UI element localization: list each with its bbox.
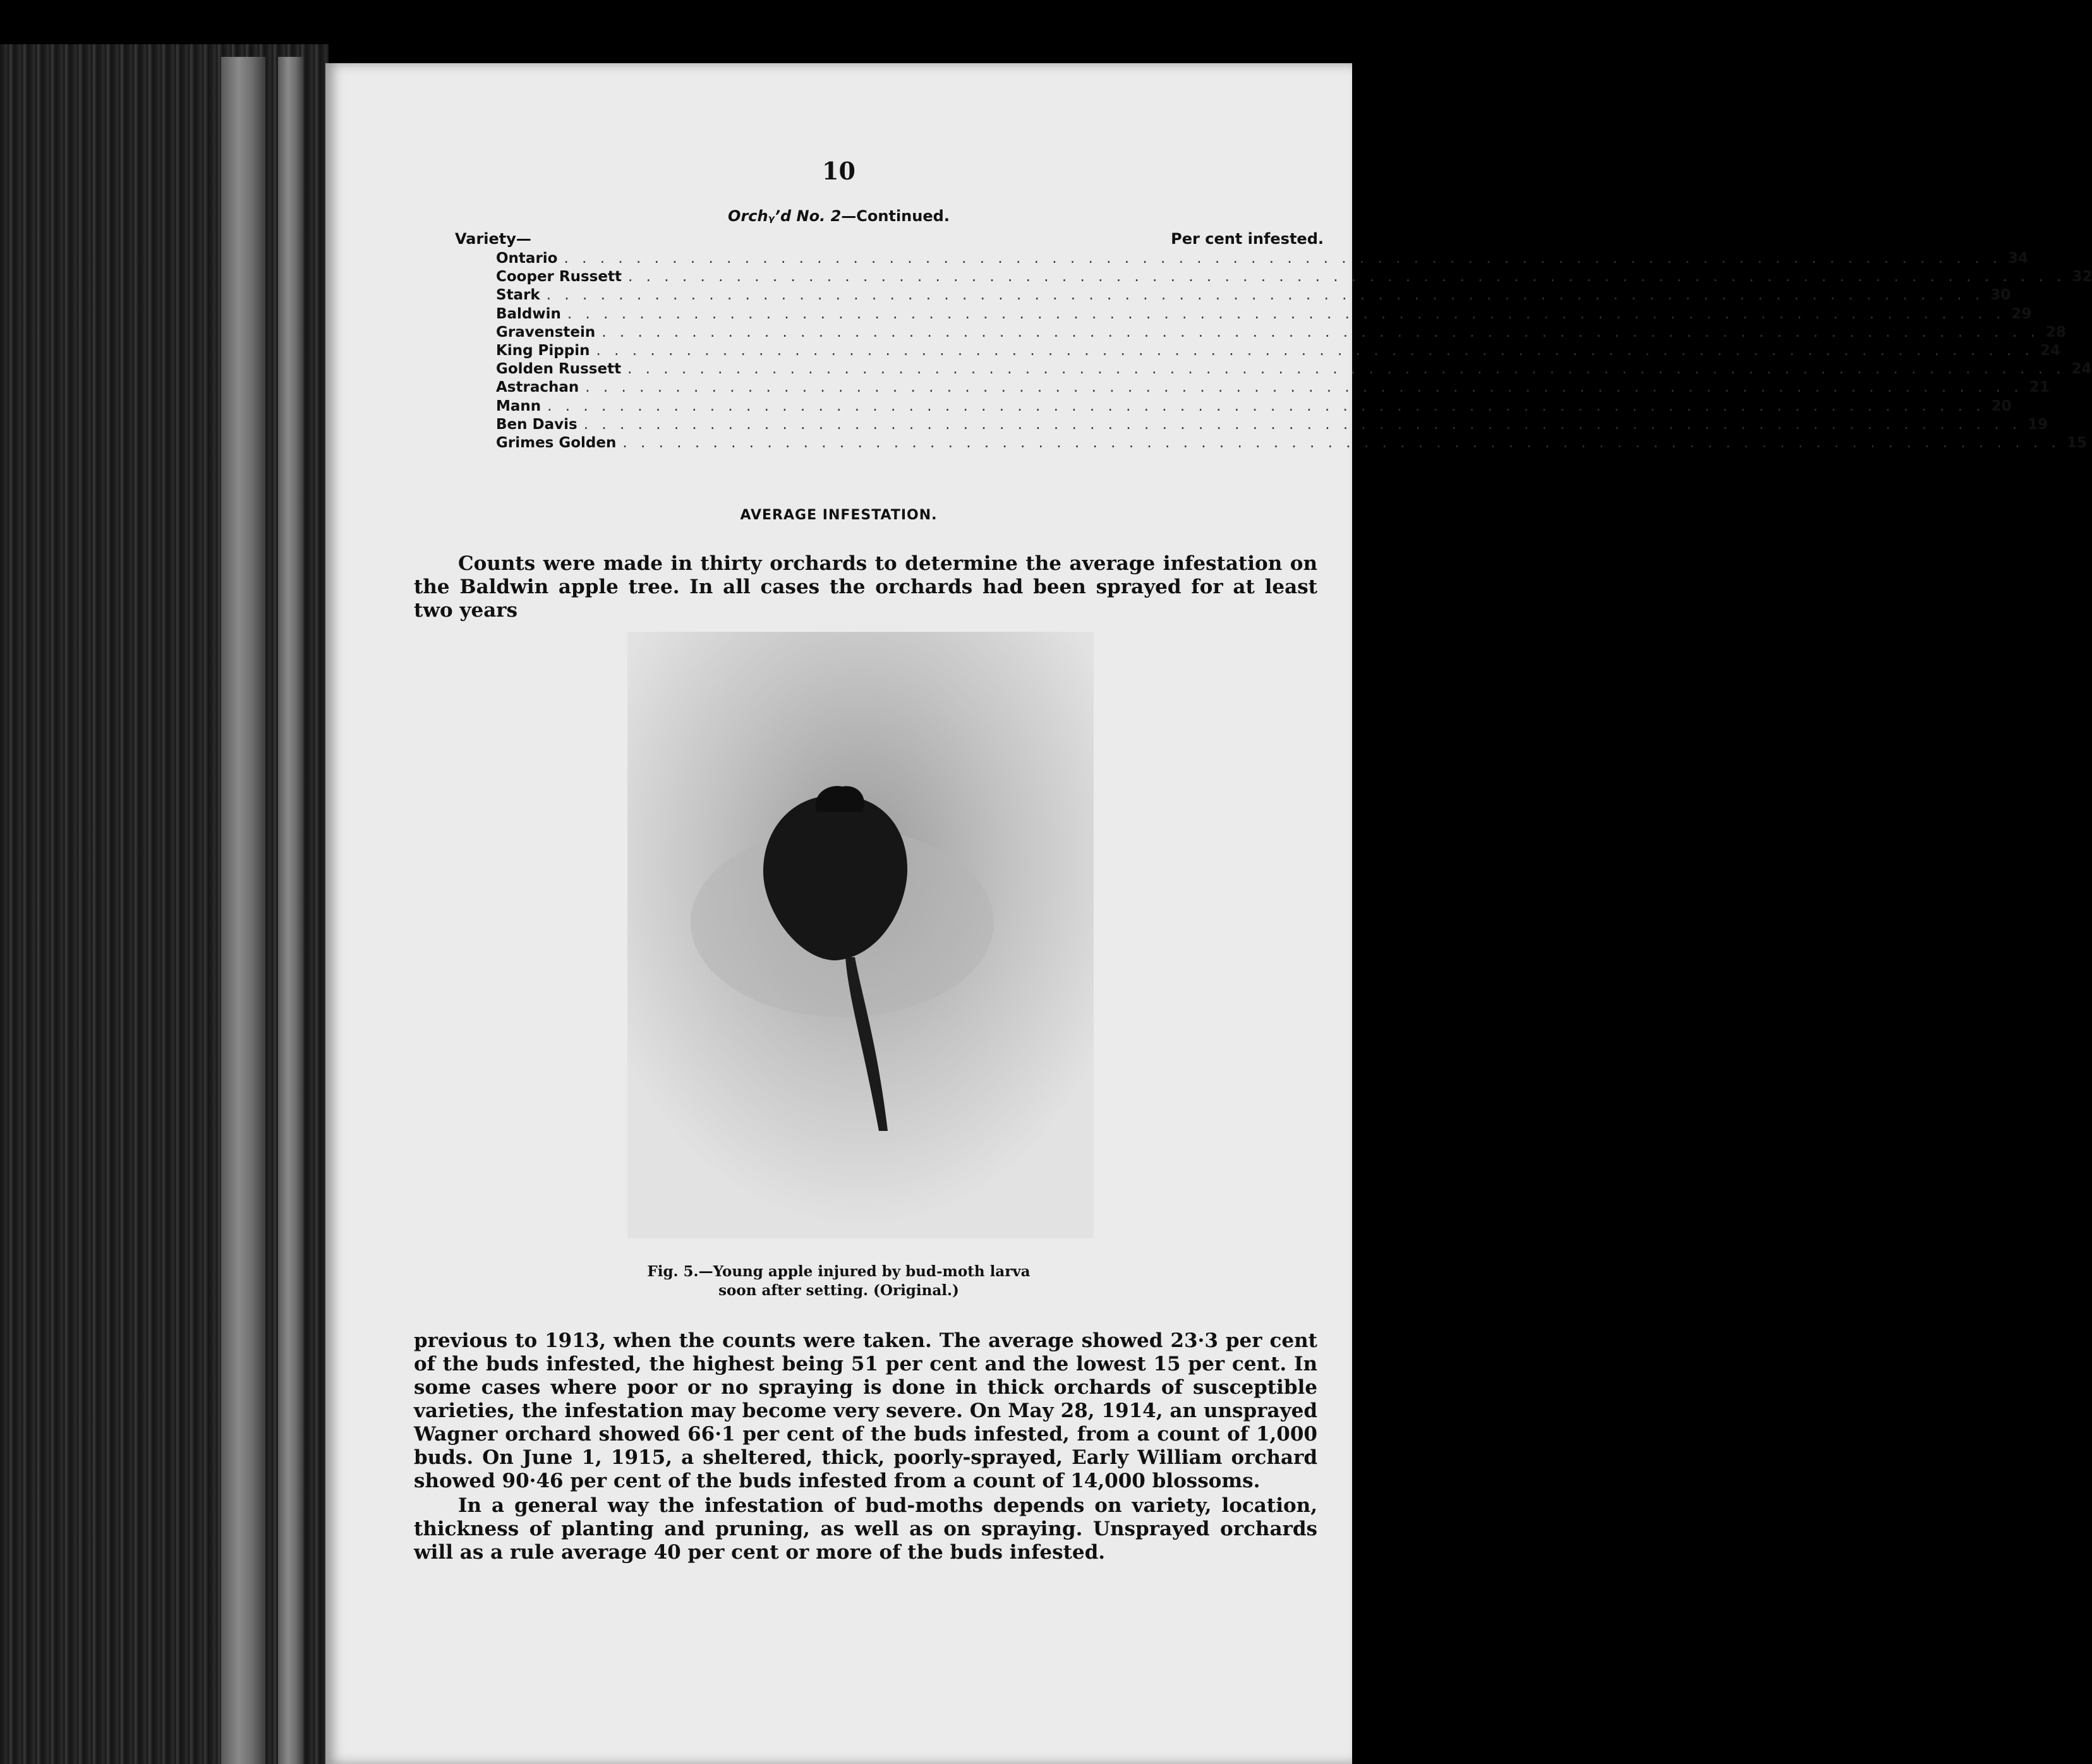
percent-value: 29 bbox=[2011, 305, 2032, 322]
leader-dots: . . . . . . . . . . . . . . . . . . . . . . . . . . . . . . . . . . . . . . . . . . . . . . . . . . . . . . . . . . . . . . . . . . . . . . . . . . . . . . . . bbox=[627, 269, 2066, 286]
variety-name: King Pippin bbox=[496, 342, 590, 359]
page-content bbox=[325, 63, 2092, 1764]
percent-value: 28 bbox=[2045, 323, 2066, 341]
percent-value: 15 bbox=[2066, 434, 2087, 451]
paragraph-1: Counts were made in thirty orchards to determine the average infestation on the Baldwin apple tree. In all cases the orchards had been sprayed for at least two years bbox=[414, 552, 1317, 622]
variety-name: Astrachan bbox=[496, 379, 579, 396]
leader-dots: . . . . . . . . . . . . . . . . . . . . . . . . . . . . . . . . . . . . . . . . . . . . . . . . . . . . . . . . . . . . . . . . . . . . . . . . . . . . . . . . bbox=[583, 416, 2022, 433]
variety-name: Golden Russett bbox=[496, 361, 622, 378]
variety-name: Cooper Russett bbox=[496, 269, 622, 286]
scanned-page bbox=[325, 63, 2092, 1764]
variety-name: Baldwin bbox=[496, 305, 561, 322]
leader-dots: . . . . . . . . . . . . . . . . . . . . . . . . . . . . . . . . . . . . . . . . . . . . . . . . . . . . . . . . . . . . . . . . . . . . . . . . . . . . . . . . bbox=[622, 434, 2060, 451]
table-title-continued: —Continued. bbox=[841, 207, 950, 225]
leader-dots: . . . . . . . . . . . . . . . . . . . . . . . . . . . . . . . . . . . . . . . . . . . . . . . . . . . . . . . . . . . . . . . . . . . . . . . . . . . . . . . . bbox=[546, 287, 1985, 304]
figure-caption-line-2: soon after setting. (Original.) bbox=[718, 1282, 959, 1299]
figure-caption-line-1: Fig. 5.—Young apple injured by bud-moth larva bbox=[647, 1263, 1031, 1280]
percent-value: 30 bbox=[1990, 287, 2011, 304]
variety-name: Stark bbox=[496, 287, 540, 304]
variety-name: Gravenstein bbox=[496, 323, 596, 341]
table-row bbox=[496, 434, 2087, 453]
percent-value: 24 bbox=[2040, 342, 2060, 359]
leader-dots: . . . . . . . . . . . . . . . . . . . . . . . . . . . . . . . . . . . . . . . . . . . . . . . . . . . . . . . . . . . . . . . . . . . . . . . . . . . . . . . . bbox=[567, 305, 2005, 322]
column-header-variety: Variety— bbox=[455, 230, 531, 248]
table-column-headers bbox=[455, 230, 1324, 248]
table-row bbox=[496, 342, 2060, 361]
book-page-edges bbox=[0, 44, 329, 1764]
percent-value: 34 bbox=[2007, 250, 2028, 267]
leader-dots: . . . . . . . . . . . . . . . . . . . . . . . . . . . . . . . . . . . . . . . . . . . . . . . . . . . . . . . . . . . . . . . . . . . . . . . . . . . . . . . . bbox=[602, 323, 2040, 341]
section-heading: AVERAGE INFESTATION. bbox=[740, 507, 938, 523]
figure-caption bbox=[325, 1262, 1352, 1300]
page-edge-highlight bbox=[221, 57, 265, 1764]
table-row bbox=[496, 416, 2048, 435]
variety-name: Ben Davis bbox=[496, 416, 577, 433]
variety-table bbox=[496, 250, 2092, 453]
variety-name: Mann bbox=[496, 397, 541, 414]
column-header-percent: Per cent infested. bbox=[1171, 230, 1324, 248]
percent-value: 32 bbox=[2072, 269, 2092, 286]
page-number: 10 bbox=[822, 157, 856, 185]
percent-value: 20 bbox=[1991, 397, 2012, 414]
variety-name: Grimes Golden bbox=[496, 434, 617, 451]
percent-value: 24 bbox=[2071, 361, 2092, 378]
table-row bbox=[496, 269, 2092, 287]
leader-dots: . . . . . . . . . . . . . . . . . . . . . . . . . . . . . . . . . . . . . . . . . . . . . . . . . . . . . . . . . . . . . . . . . . . . . . . . . . . . . . . . bbox=[564, 250, 2002, 267]
table-row bbox=[496, 287, 2011, 305]
table-row bbox=[496, 397, 2012, 416]
table-row bbox=[496, 379, 2050, 397]
paragraph-2: previous to 1913, when the counts were taken. The average showed 23·3 per cent of the buds infested, the highest being 51 per cent and the lowest 15 per cent. In some cases where poor or no spraying is done in thick orchards of susceptible varieties, the infestation may become very severe. On May 28, 1914, an unsprayed Wagner orchard showed 66·1 per cent of the buds infested, from a count of 1,000 buds. On June 1, 1915, a sheltered, thick, poorly-sprayed, Early William orchard showed 90·46 per cent of the buds infested from a count of 14,000 blossoms. bbox=[414, 1329, 1317, 1492]
leader-dots: . . . . . . . . . . . . . . . . . . . . . . . . . . . . . . . . . . . . . . . . . . . . . . . . . . . . . . . . . . . . . . . . . . . . . . . . . . . . . . . . bbox=[585, 379, 2023, 396]
table-title bbox=[325, 207, 1352, 225]
table-row bbox=[496, 250, 2028, 269]
leader-dots: . . . . . . . . . . . . . . . . . . . . . . . . . . . . . . . . . . . . . . . . . . . . . . . . . . . . . . . . . . . . . . . . . . . . . . . . . . . . . . . . bbox=[596, 342, 2034, 359]
leader-dots: . . . . . . . . . . . . . . . . . . . . . . . . . . . . . . . . . . . . . . . . . . . . . . . . . . . . . . . . . . . . . . . . . . . . . . . . . . . . . . . . bbox=[627, 361, 2065, 378]
variety-name: Ontario bbox=[496, 250, 558, 267]
table-row bbox=[496, 305, 2032, 324]
paragraph-3: In a general way the infestation of bud-moths depends on variety, location, thickness of planting and pruning, as well as on spraying. Unsprayed orchards will as a rule average 40 per cent or more of the buds infested. bbox=[414, 1494, 1317, 1564]
table-row bbox=[496, 361, 2092, 379]
page-edge-highlight bbox=[278, 57, 303, 1764]
percent-value: 21 bbox=[2029, 379, 2050, 396]
leader-dots: . . . . . . . . . . . . . . . . . . . . . . . . . . . . . . . . . . . . . . . . . . . . . . . . . . . . . . . . . . . . . . . . . . . . . . . . . . . . . . . . bbox=[547, 397, 1985, 414]
percent-value: 19 bbox=[2028, 416, 2048, 433]
table-title-orchard: Orchᵧ’d No. 2 bbox=[728, 207, 842, 225]
table-row bbox=[496, 323, 2066, 342]
young-apple-photo bbox=[627, 632, 1094, 1238]
figure-photo-apple bbox=[627, 632, 1094, 1238]
